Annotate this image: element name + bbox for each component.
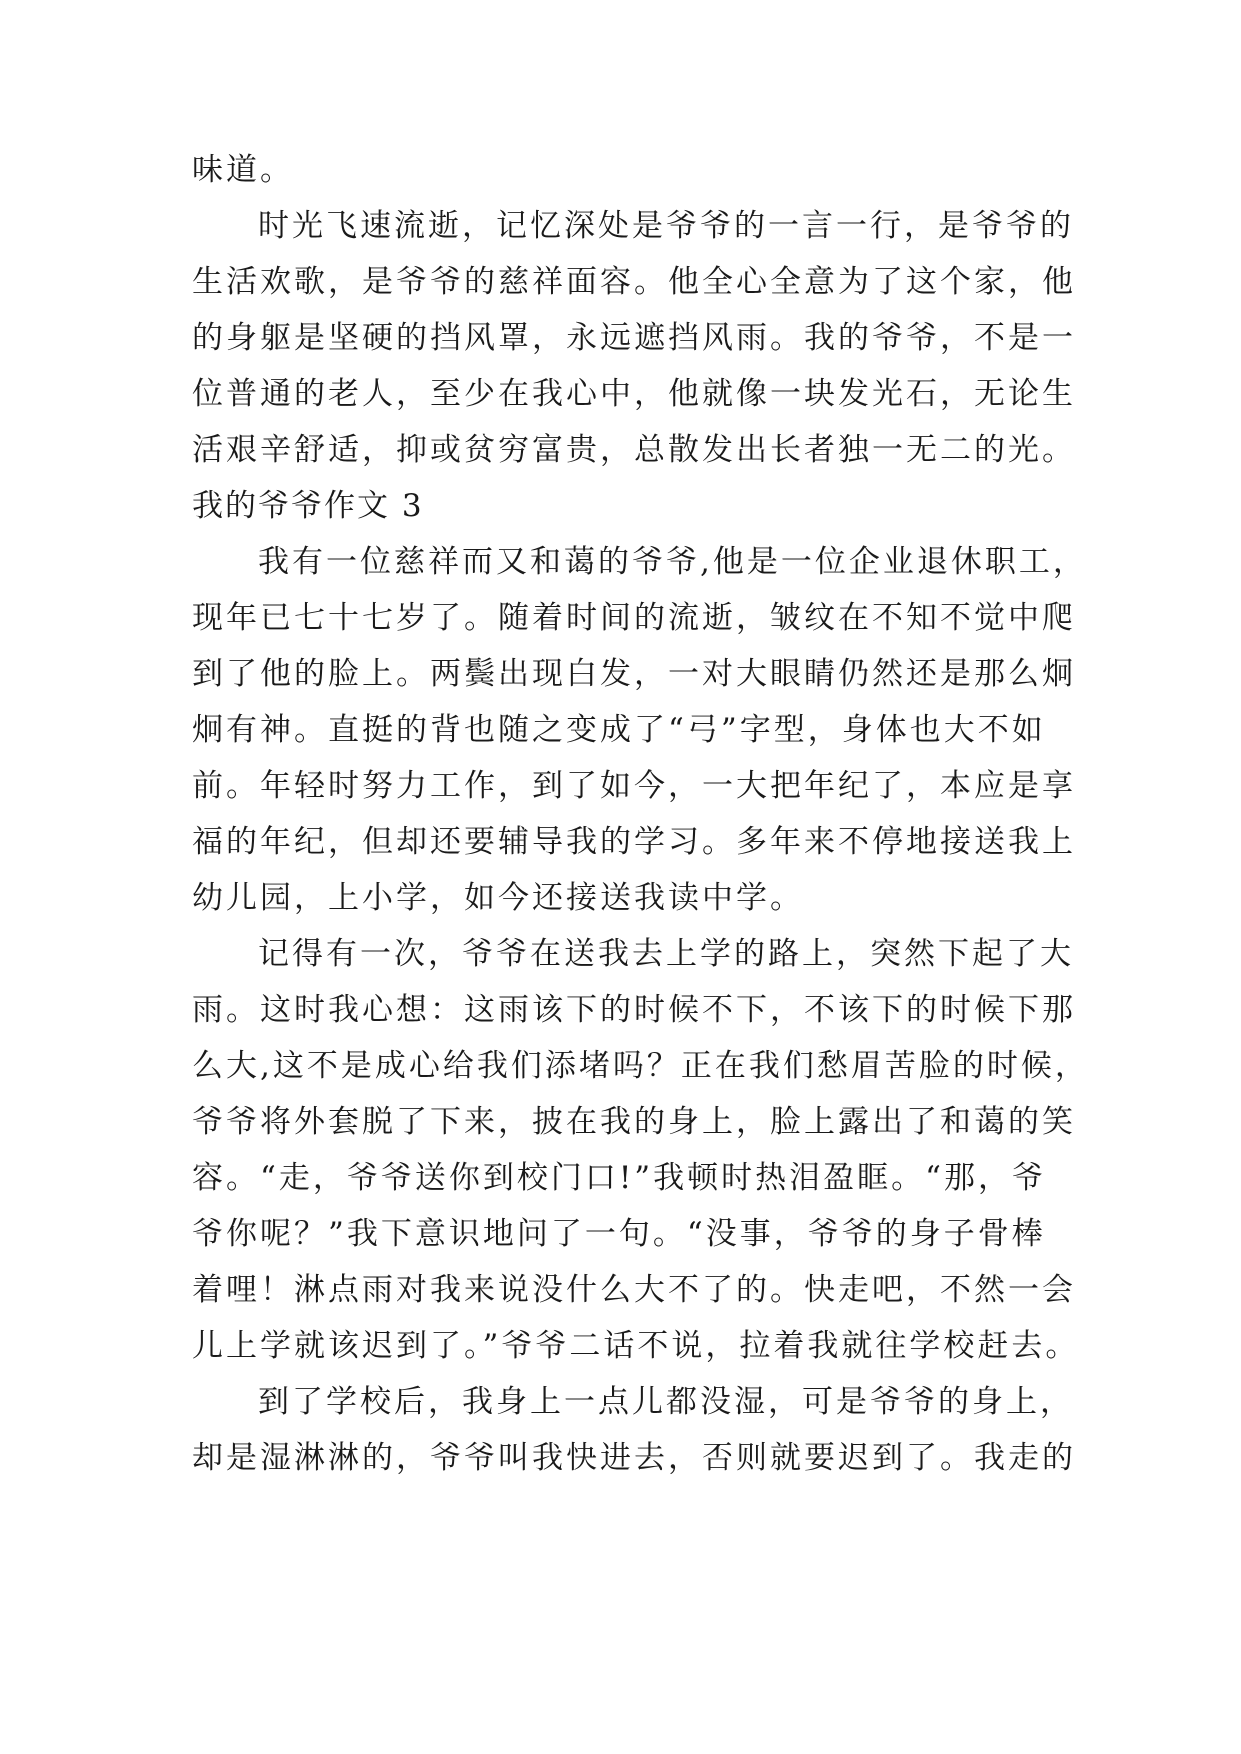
paragraph-line: 到了他的脸上。两鬓出现白发，一对大眼睛仍然还是那么炯 xyxy=(192,656,1076,692)
paragraph-line: 雨。这时我心想：这雨该下的时候不下，不该下的时候下那 xyxy=(192,992,1076,1028)
paragraph-line: 到了学校后，我身上一点儿都没湿，可是爷爷的身上， xyxy=(258,1384,1074,1420)
paragraph-line: 的身躯是坚硬的挡风罩，永远遮挡风雨。我的爷爷，不是一 xyxy=(192,320,1076,356)
paragraph-line: 么大,这不是成心给我们添堵吗？正在我们愁眉苦脸的时候， xyxy=(192,1048,1089,1084)
paragraph-line: 幼儿园，上小学，如今还接送我读中学。 xyxy=(192,880,804,916)
paragraph-line: 炯有神。直挺的背也随之变成了“弓”字型，身体也大不如 xyxy=(192,712,1046,748)
paragraph-line: 容。“走，爷爷送你到校门口!”我顿时热泪盈眶。“那，爷 xyxy=(192,1160,1046,1196)
paragraph-line: 时光飞速流逝，记忆深处是爷爷的一言一行，是爷爷的 xyxy=(258,208,1074,244)
paragraph-line: 儿上学就该迟到了。”爷爷二话不说，拉着我就往学校赶去。 xyxy=(192,1328,1080,1364)
paragraph-line: 福的年纪，但却还要辅导我的学习。多年来不停地接送我上 xyxy=(192,824,1076,860)
paragraph-line: 现年已七十七岁了。随着时间的流逝，皱纹在不知不觉中爬 xyxy=(192,600,1076,636)
paragraph-line: 爷爷将外套脱了下来，披在我的身上，脸上露出了和蔼的笑 xyxy=(192,1104,1076,1140)
paragraph-line: 着哩！淋点雨对我来说没什么大不了的。快走吧，不然一会 xyxy=(192,1272,1076,1308)
paragraph-line: 却是湿淋淋的，爷爷叫我快进去，否则就要迟到了。我走的 xyxy=(192,1440,1076,1476)
paragraph-line: 位普通的老人，至少在我心中，他就像一块发光石，无论生 xyxy=(192,376,1076,412)
paragraph-line: 活艰辛舒适，抑或贫穷富贵，总散发出长者独一无二的光。 xyxy=(192,432,1076,468)
paragraph-line: 生活欢歌，是爷爷的慈祥面容。他全心全意为了这个家，他 xyxy=(192,264,1076,300)
paragraph-line: 记得有一次，爷爷在送我去上学的路上，突然下起了大 xyxy=(258,936,1074,972)
paragraph-line: 味道。 xyxy=(192,152,294,188)
paragraph-line: 前。年轻时努力工作，到了如今，一大把年纪了，本应是享 xyxy=(192,768,1076,804)
paragraph-line: 我有一位慈祥而又和蔼的爷爷,他是一位企业退休职工， xyxy=(258,544,1087,580)
paragraph-line: 爷你呢？”我下意识地问了一句。“没事，爷爷的身子骨棒 xyxy=(192,1216,1046,1252)
section-heading: 我的爷爷作文 3 xyxy=(192,488,424,524)
